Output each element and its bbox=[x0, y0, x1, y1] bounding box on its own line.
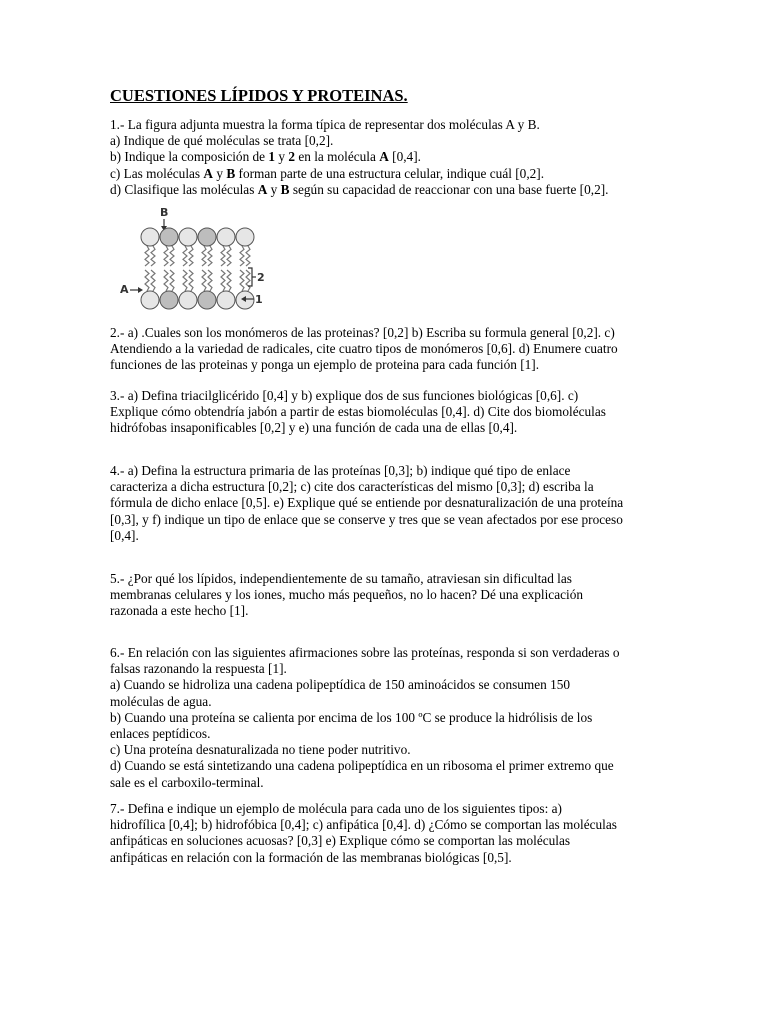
lipid-tail bbox=[189, 270, 193, 291]
q6-line: 6.- En relación con las siguientes afirmaciones sobre las proteínas, responda si son verdaderas o bbox=[110, 645, 620, 660]
lipid-tail bbox=[240, 270, 244, 291]
q7-line: hidrofílica [0,4]; b) hidrofóbica [0,4]; c) anfipática [0,4]. d) ¿Cómo se comportan las moléculas bbox=[110, 817, 617, 833]
lipid-tail bbox=[145, 246, 149, 266]
q4-line: 4.- a) Defina la estructura primaria de las proteínas [0,3]; b) indique qué tipo de enlace bbox=[110, 463, 571, 478]
lipid-tail bbox=[170, 246, 174, 266]
label-a: A bbox=[120, 283, 129, 296]
lipid-tail bbox=[202, 246, 206, 266]
q5-line: razonada a este hecho [1]. bbox=[110, 603, 249, 619]
q2-line: funciones de las proteinas y ponga un ejemplo de proteina para cada función [1]. bbox=[110, 357, 540, 373]
polar-head bbox=[179, 291, 197, 309]
q4-line: caracteriza a dicha estructura [0,2]; c) cite dos características del mismo [0,3]; d) escriba la bbox=[110, 479, 594, 495]
document-title: CUESTIONES LÍPIDOS Y PROTEINAS. bbox=[110, 86, 408, 105]
lipid-tail bbox=[221, 246, 225, 266]
q1-b: b) Indique la composición de 1 y 2 en la molécula A [0,4]. bbox=[110, 149, 421, 165]
q5-line: membranas celulares y los iones, mucho más pequeños, no lo hacen? Dé una explicación bbox=[110, 587, 583, 603]
lipid-tail bbox=[202, 270, 206, 291]
q1-intro: 1.- La figura adjunta muestra la forma típica de representar dos moléculas A y B. bbox=[110, 117, 540, 132]
label-2: 2 bbox=[257, 271, 265, 284]
lipid-tail bbox=[208, 246, 212, 266]
q3-line: 3.- a) Defina triacilglicérido [0,4] y b) explique dos de sus funciones biológicas [0,6]. c) bbox=[110, 388, 579, 403]
q6-line: c) Una proteína desnaturalizada no tiene poder nutritivo. bbox=[110, 742, 411, 758]
polar-head bbox=[160, 291, 178, 309]
q7-line: 7.- Defina e indique un ejemplo de molécula para cada uno de los siguientes tipos: a) bbox=[110, 801, 562, 816]
bilayer-svg bbox=[110, 204, 280, 314]
label-1: 1 bbox=[255, 293, 263, 306]
lipid-tail bbox=[183, 246, 187, 266]
q5-line: 5.- ¿Por qué los lípidos, independientemente de su tamaño, atraviesan sin dificultad las bbox=[110, 571, 572, 586]
question-3 bbox=[110, 388, 660, 437]
question-5 bbox=[110, 571, 660, 620]
lipid-tail bbox=[227, 270, 231, 291]
lipid-tail bbox=[145, 270, 149, 291]
question-1 bbox=[110, 117, 660, 198]
lipid-tail bbox=[151, 270, 155, 291]
question-4 bbox=[110, 463, 660, 544]
label-b: B bbox=[160, 206, 169, 219]
q4-line: [0,3], y f) indique un tipo de enlace que se conserve y tres que se vean afectados por ese proceso bbox=[110, 511, 623, 527]
polar-head bbox=[198, 228, 216, 246]
lipid-tail bbox=[240, 246, 244, 266]
polar-head bbox=[141, 228, 159, 246]
q6-line: enlaces peptídicos. bbox=[110, 726, 211, 742]
q1-a: a) Indique de qué moléculas se trata [0,2]. bbox=[110, 133, 334, 149]
polar-head bbox=[141, 291, 159, 309]
q3-line: Explique cómo obtendría jabón a partir de estas biomoléculas [0,4]. d) Cite dos biomoléculas bbox=[110, 404, 606, 420]
lipid-tail bbox=[189, 246, 193, 266]
q6-line: sale es el carboxilo-terminal. bbox=[110, 774, 264, 790]
question-6 bbox=[110, 645, 660, 791]
q1-c: c) Las moléculas A y B forman parte de una estructura celular, indique cuál [0,2]. bbox=[110, 165, 545, 181]
lipid-tail bbox=[221, 270, 225, 291]
polar-head bbox=[160, 228, 178, 246]
lipid-tail bbox=[183, 270, 187, 291]
q6-line: d) Cuando se está sintetizando una cadena polipeptídica en un ribosoma el primer extremo que bbox=[110, 758, 614, 774]
lipid-tail bbox=[170, 270, 174, 291]
lipid-tail bbox=[246, 246, 250, 266]
polar-head bbox=[217, 291, 235, 309]
polar-head bbox=[198, 291, 216, 309]
q6-line: falsas razonando la respuesta [1]. bbox=[110, 661, 287, 677]
q6-line: a) Cuando se hidroliza una cadena polipeptídica de 150 aminoácidos se consumen 150 bbox=[110, 677, 571, 693]
lipid-tail bbox=[151, 246, 155, 266]
q6-line: moléculas de agua. bbox=[110, 693, 212, 709]
lipid-tail bbox=[164, 246, 168, 266]
question-7 bbox=[110, 801, 660, 866]
lipid-tail bbox=[208, 270, 212, 291]
q4-line: [0,4]. bbox=[110, 527, 139, 543]
lipid-tail bbox=[164, 270, 168, 291]
q3-line: hidrófobas insaponificables [0,2] y e) una función de cada una de ellas [0,4]. bbox=[110, 420, 518, 436]
q7-line: anfipáticas en soluciones acuosas? [0,3] e) Explique cómo se comportan las moléculas bbox=[110, 833, 571, 849]
lipid-bilayer-figure bbox=[110, 204, 280, 314]
q6-line: b) Cuando una proteína se calienta por encima de los 100 ºC se produce la hidrólisis de los bbox=[110, 709, 593, 725]
polar-head bbox=[217, 228, 235, 246]
polar-head bbox=[179, 228, 197, 246]
q2-line: Atendiendo a la variedad de radicales, cite cuatro tipos de monómeros [0,6]. d) Enumere cuatro bbox=[110, 341, 618, 357]
question-2 bbox=[110, 325, 660, 374]
lipid-tail bbox=[246, 270, 250, 291]
q4-line: fórmula de dicho enlace [0,5]. e) Explique qué se entiende por desnaturalización de una proteína bbox=[110, 495, 624, 511]
q2-line: 2.- a) .Cuales son los monómeros de las proteinas? [0,2] b) Escriba su formula general [0,2]. c) bbox=[110, 325, 615, 340]
lipid-tail bbox=[227, 246, 231, 266]
q1-d: d) Clasifique las moléculas A y B según su capacidad de reaccionar con una base fuerte [0,2]. bbox=[110, 181, 609, 197]
polar-head bbox=[236, 228, 254, 246]
q7-line: anfipáticas en relación con la formación de las membranas biológicas [0,5]. bbox=[110, 849, 512, 865]
